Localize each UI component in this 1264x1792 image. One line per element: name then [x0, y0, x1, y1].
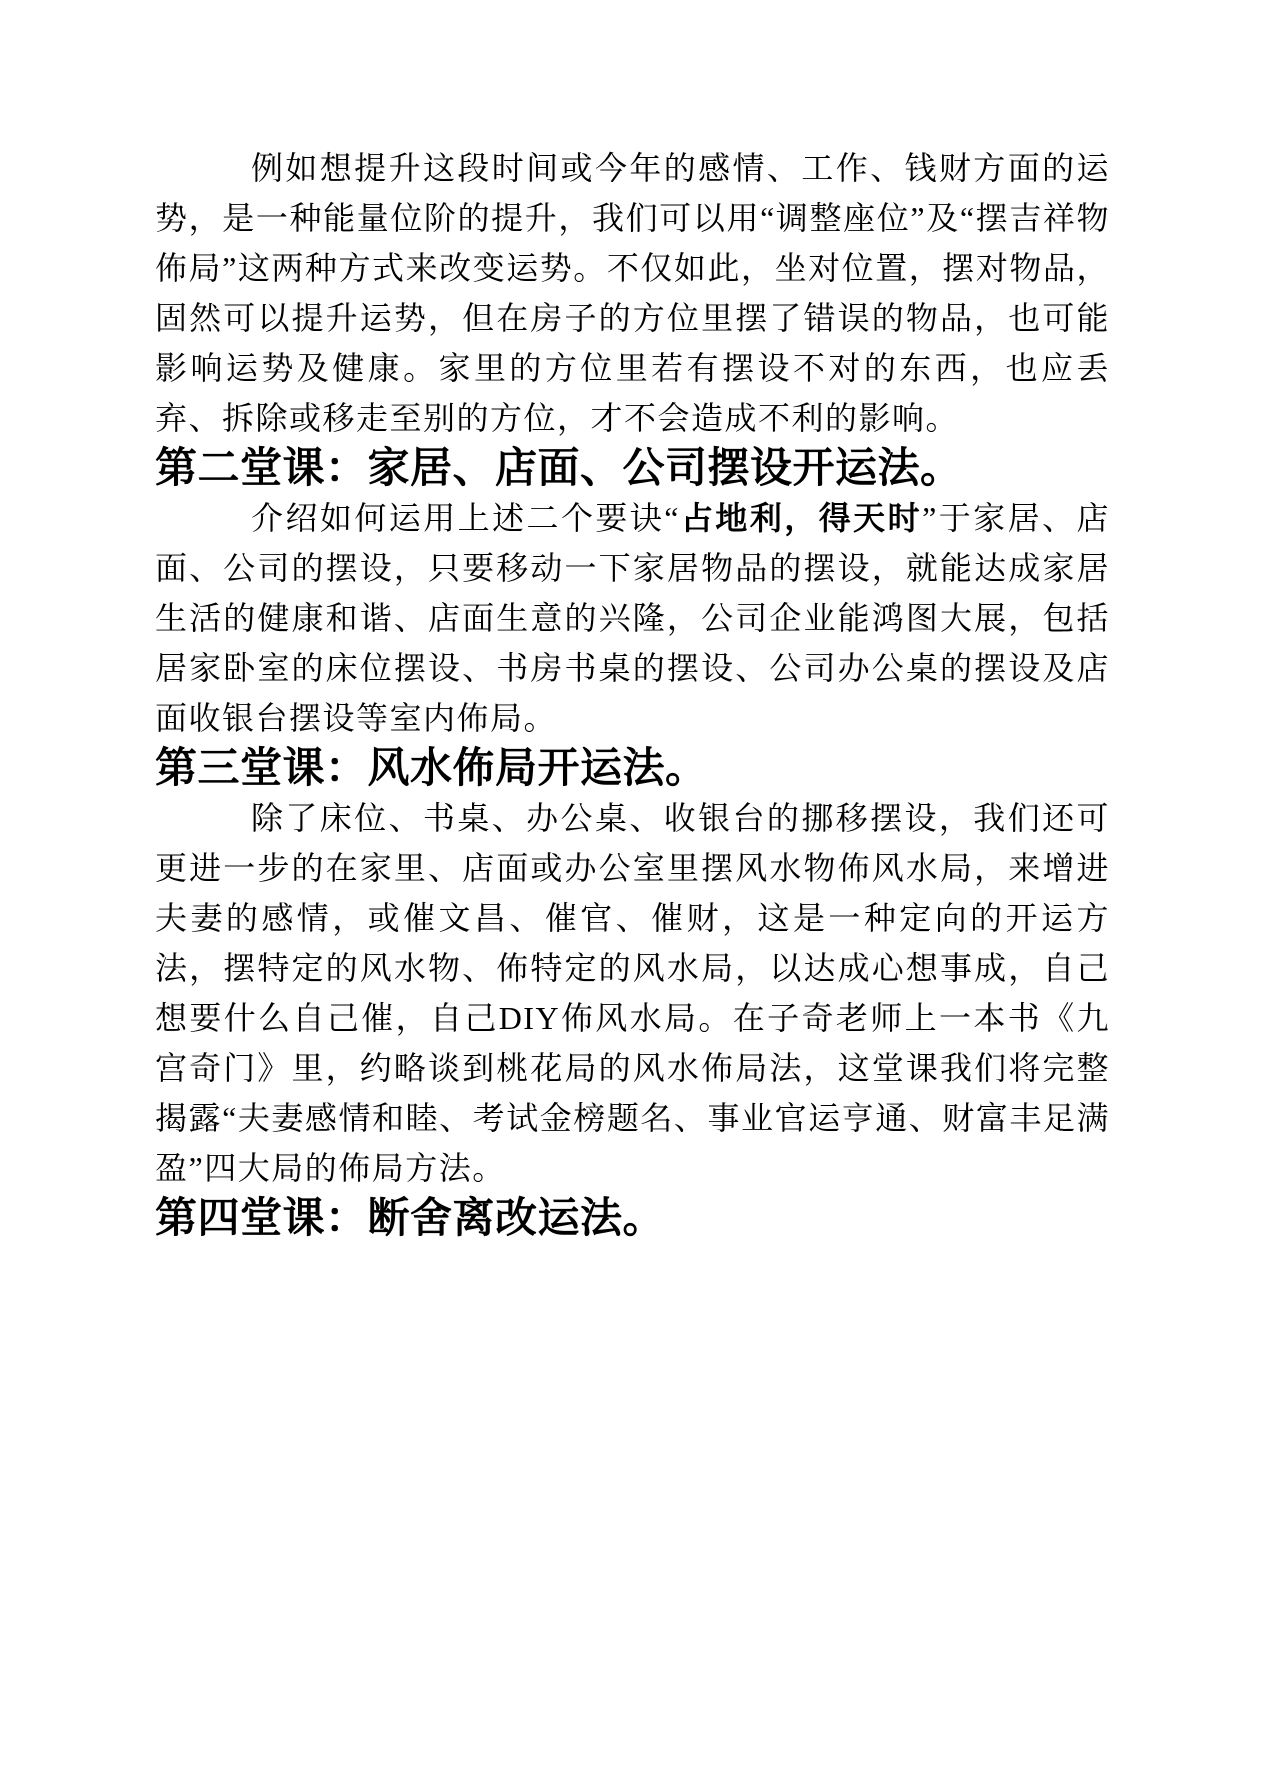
- lesson4-heading: 第四堂课：断舍离改运法。: [155, 1194, 666, 1241]
- lesson2-paragraph: [155, 493, 1110, 743]
- lesson3-paragraph: 除了床位、书桌、办公桌、收银台的挪移摆设，我们还可更进一步的在家里、店面或办公室里摆风水物佈风水局，来增进夫妻的感情，或催文昌、催官、催财，这是一种定向的开运方法，摆特定的风水物、佈特定的风水局，以达成心想事成，自己想要什么自己催，自己DIY佈风水局。在子奇老师上一本书《九宫奇门》里，约略谈到桃花局的风水佈局法，这堂课我们将完整揭露“夫妻感情和睦、考试金榜题名、事业官运亨通、财富丰足满盈”四大局的佈局方法。: [155, 800, 1110, 1186]
- lesson2-paragraph-post: ”于家居、店面、公司的摆设，只要移动一下家居物品的摆设，就能达成家居生活的健康和谐、店面生意的兴隆，公司企业能鸿图大展，包括居家卧室的床位摆设、书房书桌的摆设、公司办公桌的摆设及店面收银台摆设等室内佈局。: [155, 500, 1110, 736]
- lesson2-paragraph-pre: 介绍如何运用上述二个要诀“: [251, 500, 681, 536]
- lesson2-heading: 第二堂课：家居、店面、公司摆设开运法。: [155, 444, 963, 491]
- intro-paragraph: 例如想提升这段时间或今年的感情、工作、钱财方面的运势，是一种能量位阶的提升，我们可以用“调整座位”及“摆吉祥物佈局”这两种方式来改变运势。不仅如此，坐对位置，摆对物品，固然可以提升运势，但在房子的方位里摆了错误的物品，也可能影响运势及健康。家里的方位里若有摆设不对的东西，也应丢弃、拆除或移走至别的方位，才不会造成不利的影响。: [155, 150, 1110, 436]
- lesson2-paragraph-emphasis: 占地利，得天时: [680, 500, 923, 536]
- lesson3-heading: 第三堂课：风水佈局开运法。: [155, 744, 708, 791]
